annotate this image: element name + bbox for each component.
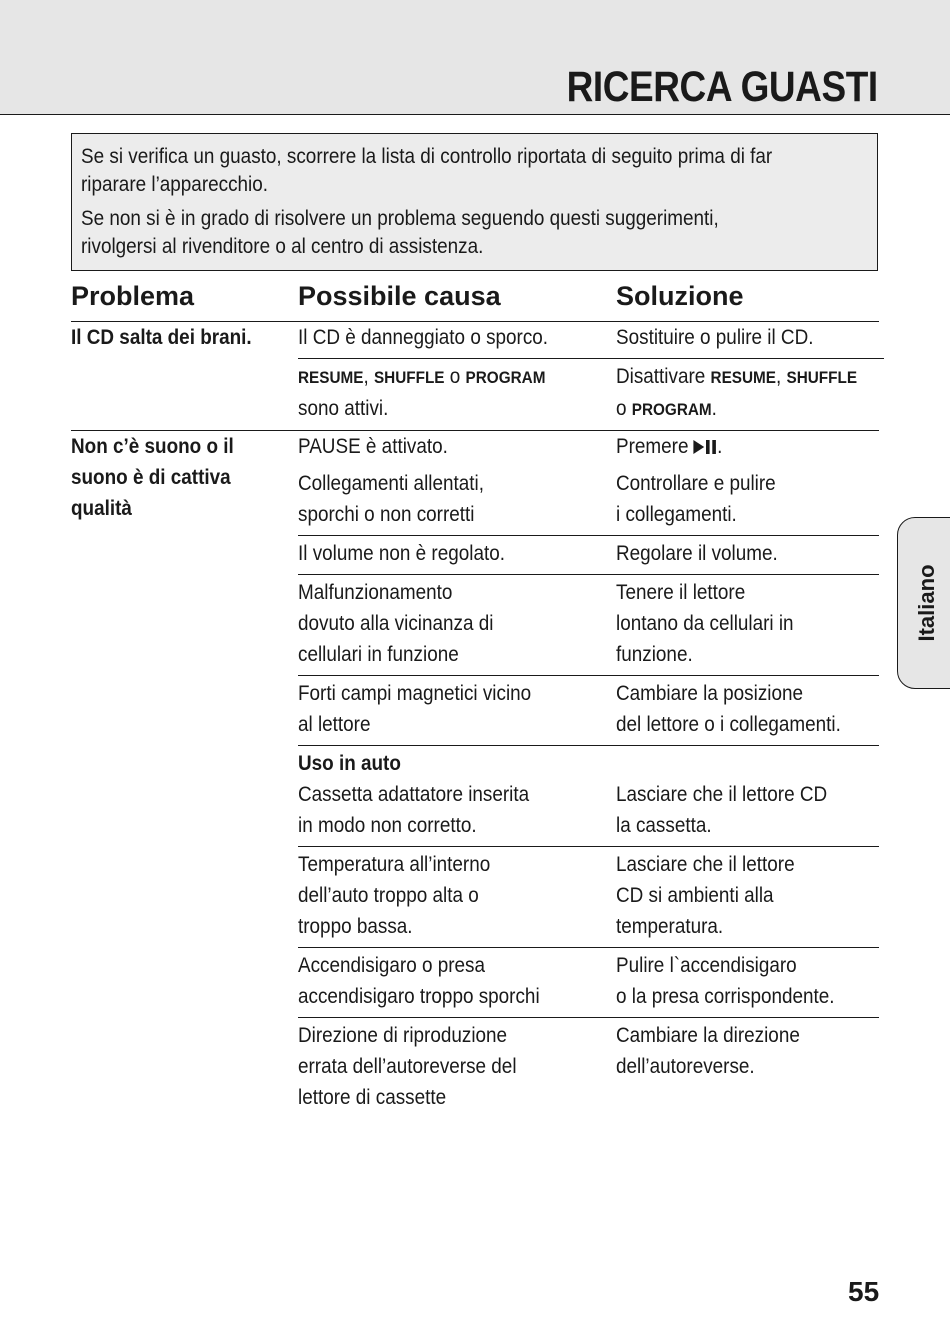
cause-cell: [298, 431, 616, 462]
separator: o: [444, 365, 466, 388]
cause-solution-group: [298, 322, 884, 430]
problem-text: qualità: [71, 497, 132, 520]
solution-text: lontano da cellulari in: [616, 612, 794, 635]
table-subrow: [298, 1017, 879, 1118]
column-header-problem: Problema: [71, 281, 195, 311]
solution-cell: [616, 322, 884, 353]
cause-text: Forti campi magnetici vicino: [298, 682, 532, 705]
header-band: [0, 0, 950, 115]
table-subrow: [298, 947, 879, 1017]
table-row: [71, 430, 879, 1118]
solution-text: Controllare e pulire: [616, 472, 776, 495]
solution-text: [616, 361, 857, 393]
keyword-shuffle: SHUFFLE: [786, 368, 858, 387]
cause-text: Accendisigaro o presa: [298, 954, 486, 977]
table-subrow: [298, 574, 879, 675]
solution-text: Cambiare la direzione: [616, 1024, 800, 1047]
cause-solution-group: [298, 431, 879, 1118]
cause-cell: [298, 577, 616, 670]
solution-cell: [616, 577, 879, 670]
problem-cell: [71, 322, 298, 430]
separator: ,: [775, 365, 787, 388]
page-number: 55: [848, 1276, 880, 1307]
solution-cell: [616, 538, 879, 569]
cause-text: errata dell’autoreverse del: [298, 1055, 517, 1078]
cause-cell: [298, 950, 616, 1012]
cause-cell: [298, 849, 616, 942]
cause-text: Il CD è danneggiato o sporco.: [298, 326, 549, 349]
keyword-shuffle: SHUFFLE: [373, 368, 445, 387]
column-header-cause: Possibile causa: [298, 281, 501, 311]
cause-cell: [298, 468, 616, 530]
keyword-resume: RESUME: [298, 368, 364, 387]
intro-line: riparare l’apparecchio.: [81, 173, 269, 196]
table-subrow: [298, 745, 879, 846]
solution-text: del lettore o i collegamenti.: [616, 713, 841, 736]
table-subrow: [298, 462, 879, 535]
solution-text: CD si ambienti alla: [616, 884, 774, 907]
table-subrow: [298, 675, 879, 745]
intro-paragraph-1: [81, 143, 869, 199]
cause-text: PAUSE è attivato.: [298, 435, 448, 458]
solution-text: funzione.: [616, 643, 693, 666]
table-row: [71, 321, 879, 430]
solution-text: Pulire l`accendisigaro: [616, 954, 797, 977]
cause-text: Malfunzionamento: [298, 581, 453, 604]
solution-cell: [616, 431, 879, 462]
intro-line: Se si verifica un guasto, scorrere la lista di controllo riportata di seguito prima di far: [81, 145, 773, 168]
cause-cell: [298, 1020, 616, 1113]
intro-line: rivolgersi al rivenditore o al centro di assistenza.: [81, 235, 484, 258]
cause-text: cellulari in funzione: [298, 643, 459, 666]
solution-text: i collegamenti.: [616, 503, 737, 526]
cause-text: lettore di cassette: [298, 1086, 447, 1109]
cause-text: troppo bassa.: [298, 915, 413, 938]
cause-cell: [298, 361, 616, 425]
table-subrow: [298, 535, 879, 574]
intro-line: Se non si è in grado di risolvere un problema seguendo questi suggerimenti,: [81, 207, 719, 230]
separator: o: [616, 397, 632, 420]
cause-text: Direzione di riproduzione: [298, 1024, 508, 1047]
separator: .: [711, 397, 717, 420]
solution-text: o la presa corrispondente.: [616, 985, 835, 1008]
intro-paragraph-2: [81, 205, 869, 261]
keyword-program: PROGRAM: [631, 400, 712, 419]
table-subrow: [298, 358, 884, 430]
cause-text: Collegamenti allentati,: [298, 472, 484, 495]
solution-text: Regolare il volume.: [616, 542, 778, 565]
troubleshooting-table: [71, 321, 879, 1118]
cause-cell: [298, 322, 616, 353]
problem-cell: [71, 431, 298, 1118]
language-tab: [897, 517, 950, 689]
cause-text: Cassetta adattatore inserita: [298, 783, 530, 806]
table-subrow: [298, 431, 879, 462]
solution-text: la cassetta.: [616, 814, 712, 837]
intro-box: [71, 133, 878, 271]
cause-cell: [298, 748, 616, 841]
play-pause-icon: [694, 435, 717, 458]
solution-text: dell’autoreverse.: [616, 1055, 755, 1078]
keyword-resume: RESUME: [710, 368, 776, 387]
cause-text: Temperatura all’interno: [298, 853, 491, 876]
problem-text: suono è di cattiva: [71, 466, 231, 489]
solution-text: Tenere il lettore: [616, 581, 746, 604]
solution-cell: [616, 468, 879, 530]
problem-text: Non c’è suono o il: [71, 435, 234, 458]
solution-cell: [616, 678, 879, 740]
separator: ,: [363, 365, 374, 388]
solution-cell: [616, 748, 879, 841]
page-title: RICERCA GUASTI: [566, 63, 878, 111]
cause-cell: [298, 678, 616, 740]
solution-text: [616, 431, 722, 462]
column-header-solution: Soluzione: [616, 281, 744, 311]
table-subrow: [298, 322, 884, 358]
cause-text: accendisigaro troppo sporchi: [298, 985, 540, 1008]
cause-text: dovuto alla vicinanza di: [298, 612, 494, 635]
language-tab-label: Italiano: [914, 564, 939, 642]
separator: .: [717, 435, 723, 458]
cause-text: [298, 361, 545, 393]
cause-text: al lettore: [298, 713, 371, 736]
solution-cell: [616, 1020, 879, 1113]
solution-text: Cambiare la posizione: [616, 682, 804, 705]
solution-text: temperatura.: [616, 915, 724, 938]
solution-text: [616, 393, 717, 425]
cause-cell: [298, 538, 616, 569]
solution-cell: [616, 361, 884, 425]
cause-text: Il volume non è regolato.: [298, 542, 505, 565]
keyword-program: PROGRAM: [465, 368, 546, 387]
solution-text: Lasciare che il lettore CD: [616, 783, 828, 806]
cause-text: sono attivi.: [298, 397, 389, 420]
solution-text: Lasciare che il lettore: [616, 853, 795, 876]
solution-prefix: Disattivare: [616, 365, 711, 388]
solution-cell: [616, 849, 879, 942]
cause-text: dell’auto troppo alta o: [298, 884, 479, 907]
solution-cell: [616, 950, 879, 1012]
solution-prefix: Premere: [616, 435, 694, 458]
cause-text: sporchi o non corretti: [298, 503, 475, 526]
cause-text: in modo non corretto.: [298, 814, 477, 837]
table-subrow: [298, 846, 879, 947]
solution-text: Sostituire o pulire il CD.: [616, 326, 814, 349]
car-use-heading: Uso in auto: [298, 752, 401, 775]
problem-text: Il CD salta dei brani.: [71, 326, 252, 349]
